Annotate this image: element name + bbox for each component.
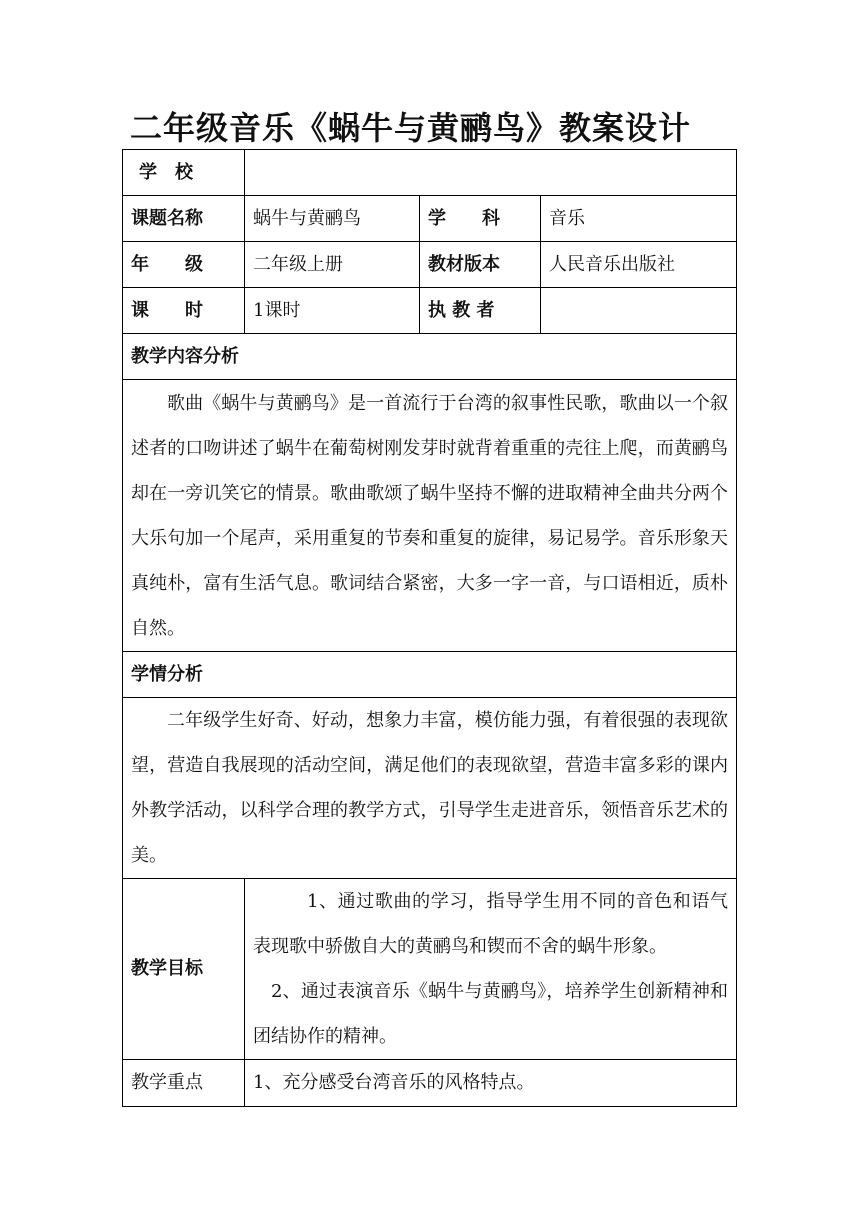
grade-label: 年 级 bbox=[123, 242, 245, 288]
row-grade bbox=[123, 242, 737, 288]
teacher-value bbox=[541, 288, 737, 334]
student-analysis-body-row bbox=[123, 698, 737, 879]
subject-label: 学 科 bbox=[420, 196, 541, 242]
row-topic bbox=[123, 196, 737, 242]
key-points-label: 教学重点 bbox=[123, 1060, 245, 1107]
topic-label: 课题名称 bbox=[123, 196, 245, 242]
edition-value: 人民音乐出版社 bbox=[541, 242, 737, 288]
grade-value: 二年级上册 bbox=[245, 242, 420, 288]
school-value bbox=[245, 150, 737, 196]
row-period bbox=[123, 288, 737, 334]
objectives-label: 教学目标 bbox=[123, 879, 245, 1060]
lesson-plan-table bbox=[122, 149, 737, 1107]
objectives-row bbox=[123, 879, 737, 1060]
period-value: 1课时 bbox=[245, 288, 420, 334]
subject-value: 音乐 bbox=[541, 196, 737, 242]
row-school bbox=[123, 150, 737, 196]
student-analysis-heading-row bbox=[123, 652, 737, 698]
student-analysis-heading: 学情分析 bbox=[123, 652, 737, 698]
content-analysis-heading: 教学内容分析 bbox=[123, 334, 737, 380]
teacher-label: 执 教 者 bbox=[420, 288, 541, 334]
content-analysis-body-row bbox=[123, 380, 737, 652]
period-label: 课 时 bbox=[123, 288, 245, 334]
key-point-item-1: 1、充分感受台湾音乐的风格特点。 bbox=[245, 1060, 737, 1107]
content-analysis-text: 歌曲《蜗牛与黄鹂鸟》是一首流行于台湾的叙事性民歌，歌曲以一个叙述者的口吻讲述了蜗牛在葡萄树刚发芽时就背着重重的壳往上爬，而黄鹂鸟却在一旁讥笑它的情景。歌曲歌颂了蜗牛坚持不懈的进取精神全曲共分两个大乐句加一个尾声，采用重复的节奏和重复的旋律，易记易学。音乐形象天真纯朴，富有生活气息。歌词结合紧密，大多一字一音，与口语相近，质朴自然。 bbox=[131, 392, 729, 639]
content-analysis-heading-row bbox=[123, 334, 737, 380]
edition-label: 教材版本 bbox=[420, 242, 541, 288]
objective-item-2: 2、通过表演音乐《蜗牛与黄鹂鸟》，培养学生创新精神和团结协作的精神。 bbox=[253, 981, 729, 1047]
page-title: 二年级音乐《蜗牛与黄鹂鸟》教案设计 bbox=[130, 109, 692, 147]
student-analysis-text: 二年级学生好奇、好动，想象力丰富，模仿能力强，有着很强的表现欲望，营造自我展现的活动空间，满足他们的表现欲望，营造丰富多彩的课内外教学活动，以科学合理的教学方式，引导学生走进音乐，领悟音乐艺术的美。 bbox=[131, 710, 729, 866]
school-label: 学 校 bbox=[123, 150, 245, 196]
key-points-row bbox=[123, 1060, 737, 1107]
topic-value: 蜗牛与黄鹂鸟 bbox=[245, 196, 420, 242]
objective-item-1: 1、通过歌曲的学习，指导学生用不同的音色和语气表现歌中骄傲自大的黄鹂鸟和锲而不舍的蜗牛形象。 bbox=[253, 891, 729, 957]
